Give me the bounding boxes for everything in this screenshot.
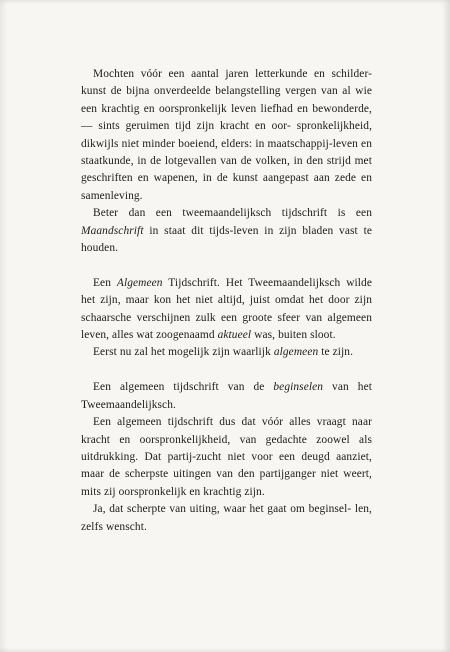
line: spronkelijkheid, dikwijls niet minder boeiend, elders: in: [81, 120, 373, 150]
paragraph-5: [81, 379, 372, 414]
italic-word: aktueel: [217, 329, 252, 342]
italic-word: Maandschrift: [81, 224, 144, 237]
line: te zijn.: [321, 346, 354, 359]
line-end: Tijdschrift. Het Tweemaandelijksch: [162, 276, 341, 289]
line: aanziet, maar de scherpste uitingen van den partijganger: [81, 450, 372, 481]
paragraph-7: [81, 501, 372, 536]
line: Tweemaandelijksch.: [81, 398, 176, 411]
line: len, zelfs wenscht.: [81, 503, 373, 533]
line: buiten sloot.: [278, 329, 336, 342]
line: Een algemeen tijdschrift dus dat vóór alles vraagt: [93, 416, 346, 429]
line: maatschappij-leven en staatkunde, in de lotgevallen van: [81, 137, 372, 168]
line: kunst de bijna onverdeelde belangstelling vergen van al: [81, 85, 351, 98]
line: de volken, in den strijd met geschriften en wapenen, in: [81, 155, 372, 185]
line: niet weert, mits zij oorspronkelijk en krachtig zijn.: [81, 468, 373, 498]
italic-word: Algemeen: [116, 276, 163, 289]
paragraph-4: [81, 344, 372, 361]
italic-word: algemeen: [273, 346, 319, 359]
paragraph-3: [81, 275, 372, 345]
line: de kunst aangepast aan zede en samenleving.: [81, 172, 373, 202]
line: als uitdrukking. Dat partij-zucht niet voor een deugd: [81, 433, 373, 463]
paragraph-2: [81, 205, 372, 257]
line: Mochten vóór een aantal jaren letterkunde en schilder-: [93, 68, 372, 80]
line: naar kracht en oorspronkelijkheid, van gedachte zoowel: [81, 416, 372, 446]
line: wie een krachtig en oorspronkelijk leven liefhad en: [81, 85, 372, 115]
body-text: [81, 66, 372, 536]
line-start: Eerst nu zal het mogelijk zijn waarlijk: [93, 346, 274, 359]
line: Beter dan een tweemaandelijksch tijdschrift is een: [93, 207, 372, 220]
line-start: Een algemeen tijdschrift van de: [93, 381, 274, 394]
spacer: [81, 257, 372, 274]
line-end: van het: [323, 381, 372, 394]
italic-word: beginselen: [273, 381, 324, 394]
paragraph-1: [81, 66, 372, 205]
line-start: Een: [93, 276, 117, 289]
line: wilde het zijn, maar kon het niet altijd, juist omdat het: [81, 276, 372, 307]
line: in staat dit tijds-leven in zijn bladen vast: [143, 224, 358, 237]
line: Ja, dat scherpte van uiting, waar het gaat om beginsel-: [93, 503, 352, 516]
line-end: was,: [251, 329, 276, 342]
paragraph-6: [81, 414, 372, 501]
line-start: van algemeen leven, alles wat zoogenaamd: [81, 311, 372, 342]
spacer: [81, 362, 372, 379]
line: door zijn schaarsche verschijnen zulk een groote sfeer: [81, 294, 372, 324]
line: bewonderde, — sints geruimen tijd zijn kracht en oor-: [81, 102, 372, 133]
line: te houden.: [81, 224, 372, 255]
